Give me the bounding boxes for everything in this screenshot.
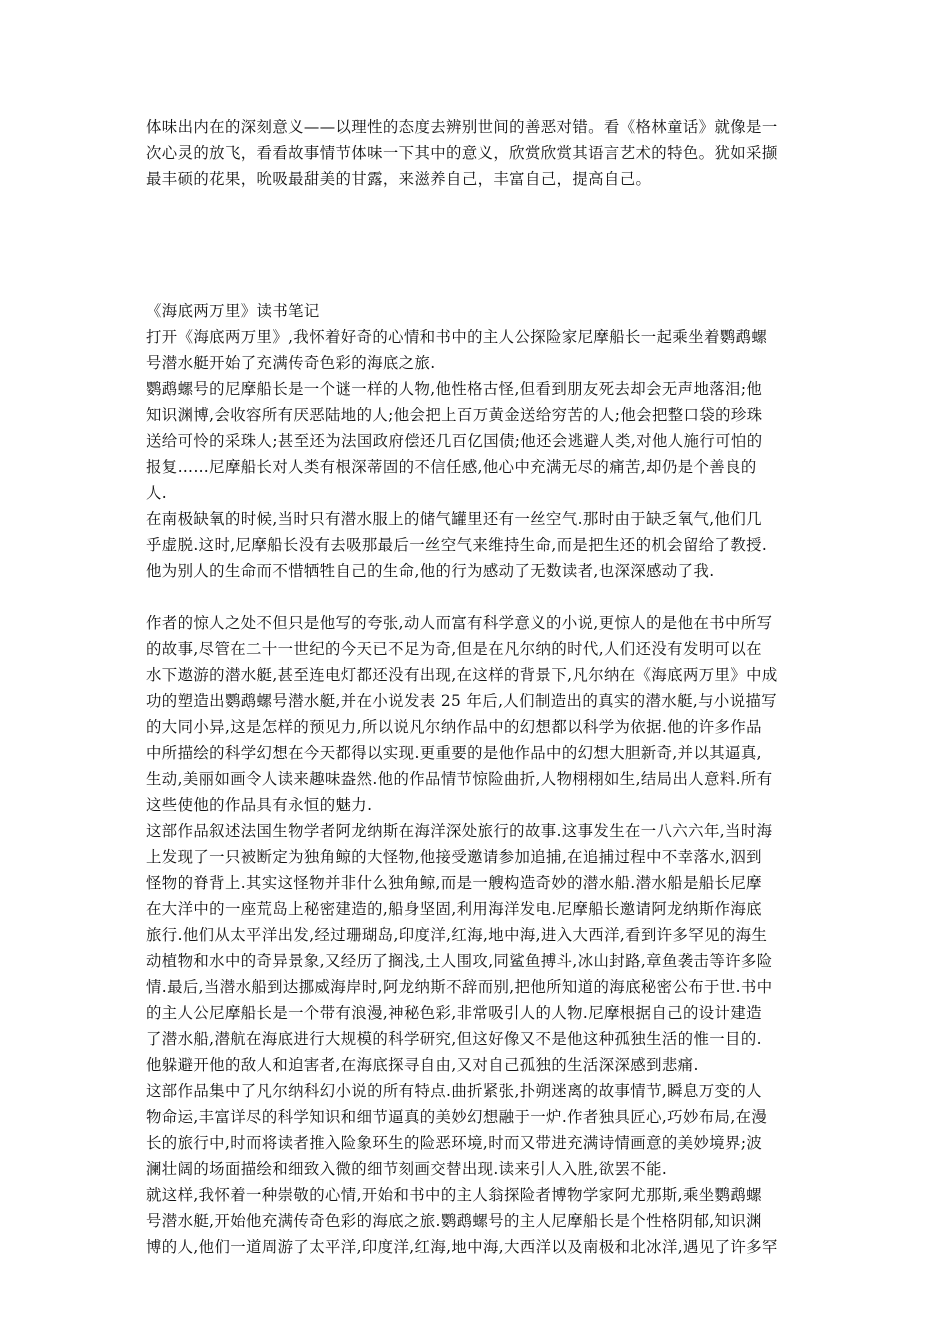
text-line: 这部作品集中了凡尔纳科幻小说的所有特点.曲折紧张,扑朔迷离的故事情节,瞬息万变的人	[146, 1082, 762, 1100]
text-line: 这些使他的作品具有永恒的魅力.	[146, 796, 373, 814]
article-title: 《海底两万里》读书笔记	[146, 302, 320, 320]
text-line: 号潜水艇,开始他充满传奇色彩的海底之旅.鹦鹉螺号的主人尼摩船长是个性格阴郁,知识渊	[146, 1212, 762, 1230]
text-line: 最丰硕的花果，吮吸最甜美的甘露，来滋养自己，丰富自己，提高自己。	[146, 170, 652, 188]
text-line: 报复……尼摩船长对人类有根深蒂固的不信任感,他心中充满无尽的痛苦,却仍是个善良的	[146, 458, 757, 476]
text-line: 中所描绘的科学幻想在今天都得以实现.更重要的是他作品中的幻想大胆新奇,并以其逼真,	[146, 744, 762, 762]
paragraph-spacer	[146, 584, 826, 610]
text-line: 博的人,他们一道周游了太平洋,印度洋,红海,地中海,大西洋以及南极和北冰洋,遇见了许多罕	[146, 1238, 778, 1256]
paragraph-5	[146, 818, 826, 1078]
text-line: 的大同小异,这是怎样的预见力,所以说凡尔纳作品中的幻想都以科学为依据.他的许多作品	[146, 718, 762, 736]
text-line: 人.	[146, 484, 168, 502]
text-line: 生动,美丽如画令人读来趣味盎然.他的作品情节惊险曲折,人物栩栩如生,结局出人意料.所有	[146, 770, 773, 788]
text-line: 就这样,我怀着一种崇敬的心情,开始和书中的主人翁探险者博物学家阿尤那斯,乘坐鹦鹉螺	[146, 1186, 762, 1204]
text-line: 在南极缺氧的时候,当时只有潜水服上的储气罐里还有一丝空气.那时由于缺乏氧气,他们几	[146, 510, 762, 528]
paragraph-1	[146, 324, 826, 376]
text-line: 水下遨游的潜水艇,甚至连电灯都还没有出现,在这样的背景下,凡尔纳在《海底两万里》中成	[146, 666, 778, 684]
document-page	[146, 114, 826, 1260]
text-line: 送给可怜的采珠人;甚至还为法国政府偿还几百亿国债;他还会逃避人类,对他人施行可怕的	[146, 432, 763, 450]
paragraph-7	[146, 1182, 826, 1260]
text-line: 动植物和水中的奇异景象,又经历了搁浅,土人围攻,同鲨鱼搏斗,冰山封路,章鱼袭击等许多险	[146, 952, 773, 970]
text-line: 情.最后,当潜水船到达挪威海岸时,阿龙纳斯不辞而别,把他所知道的海底秘密公布于世.书中	[146, 978, 773, 996]
text-line: 了潜水船,潜航在海底进行大规模的科学研究,但这好像又不是他这种孤独生活的惟一目的.	[146, 1030, 762, 1048]
text-line: 上发现了一只被断定为独角鲸的大怪物,他接受邀请参加追捕,在追捕过程中不幸落水,泅到	[146, 848, 762, 866]
intro-paragraph	[146, 114, 826, 192]
text-line: 物命运,丰富详尽的科学知识和细节逼真的美妙幻想融于一炉.作者独具匠心,巧妙布局,在漫	[146, 1108, 768, 1126]
text-line: 他为别人的生命而不惜牺牲自己的生命,他的行为感动了无数读者,也深深感动了我.	[146, 562, 715, 580]
paragraph-6	[146, 1078, 826, 1182]
text-line: 次心灵的放飞，看看故事情节体味一下其中的意义，欣赏欣赏其语言艺术的特色。犹如采撷	[146, 144, 778, 162]
text-line: 他躲避开他的敌人和迫害者,在海底探寻自由,又对自己孤独的生活深深感到悲痛.	[146, 1056, 699, 1074]
text-line: 打开《海底两万里》,我怀着好奇的心情和书中的主人公探险家尼摩船长一起乘坐着鹦鹉螺	[146, 328, 768, 346]
text-line: 怪物的脊背上.其实这怪物并非什么独角鲸,而是一艘构造奇妙的潜水船.潜水船是船长尼摩	[146, 874, 762, 892]
text-line: 澜壮阔的场面描绘和细致入微的细节刻画交替出现.读来引人入胜,欲罢不能.	[146, 1160, 668, 1178]
text-line: 在大洋中的一座荒岛上秘密建造的,船身坚固,利用海洋发电.尼摩船长邀请阿龙纳斯作海底	[146, 900, 762, 918]
text-line: 这部作品叙述法国生物学者阿龙纳斯在海洋深处旅行的故事.这事发生在一八六六年,当时海	[146, 822, 773, 840]
text-line: 作者的惊人之处不但只是他写的夸张,动人而富有科学意义的小说,更惊人的是他在书中所写	[146, 614, 773, 632]
text-line: 旅行.他们从太平洋出发,经过珊瑚岛,印度洋,红海,地中海,进入大西洋,看到许多罕见的海生	[146, 926, 768, 944]
text-line: 长的旅行中,时而将读者推入险象环生的险恶环境,时而又带进充满诗情画意的美妙境界;波	[146, 1134, 763, 1152]
text-line: 的故事,尽管在二十一世纪的今天已不足为奇,但是在凡尔纳的时代,人们还没有发明可以在	[146, 640, 762, 658]
text-line: 功的塑造出鹦鹉螺号潜水艇,并在小说发表 25 年后,人们制造出的真实的潜水艇,与小说描写	[146, 692, 778, 710]
text-line: 号潜水艇开始了充满传奇色彩的海底之旅.	[146, 354, 436, 372]
paragraph-3	[146, 506, 826, 584]
text-line: 的主人公尼摩船长是一个带有浪漫,神秘色彩,非常吸引人的人物.尼摩根据自己的设计建造	[146, 1004, 762, 1022]
text-line: 体味出内在的深刻意义——以理性的态度去辨别世间的善恶对错。看《格林童话》就像是一	[146, 118, 778, 136]
text-line: 乎虚脱.这时,尼摩船长没有去吸那最后一丝空气来维持生命,而是把生还的机会留给了教授.	[146, 536, 768, 554]
paragraph-2	[146, 376, 826, 506]
text-line: 知识渊博,会收容所有厌恶陆地的人;他会把上百万黄金送给穷苦的人;他会把整口袋的珍珠	[146, 406, 763, 424]
paragraph-4	[146, 610, 826, 818]
text-line: 鹦鹉螺号的尼摩船长是一个谜一样的人物,他性格古怪,但看到朋友死去却会无声地落泪;他	[146, 380, 763, 398]
section-spacer	[146, 192, 826, 298]
